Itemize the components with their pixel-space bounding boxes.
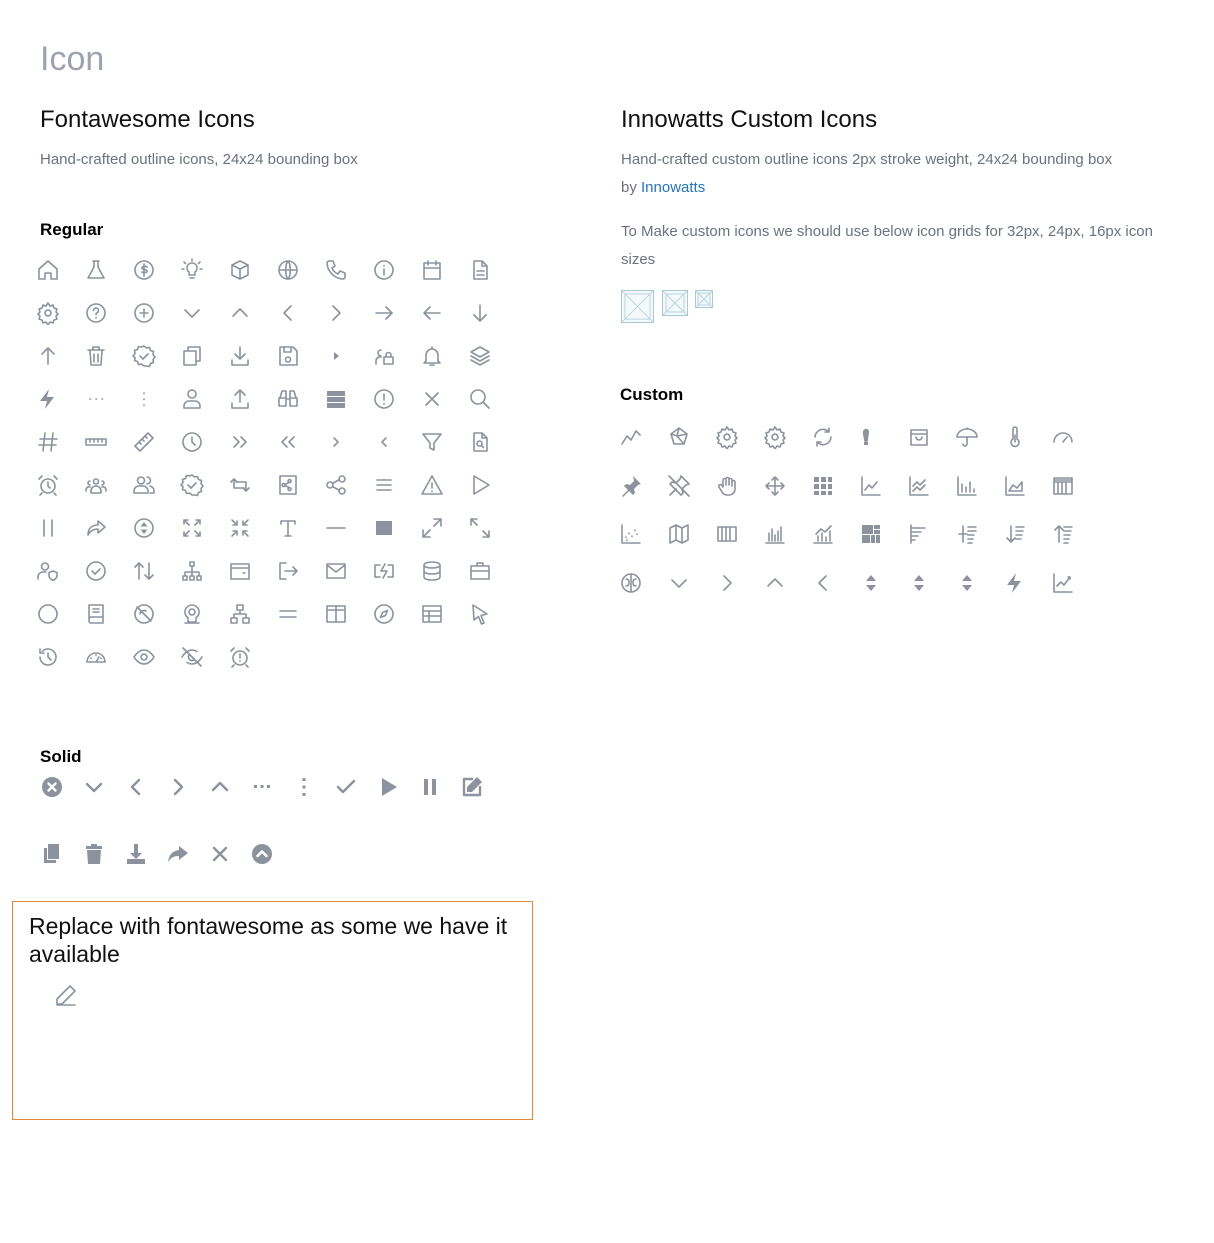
share-icon bbox=[72, 506, 120, 549]
file-icon bbox=[456, 248, 504, 291]
map-icon bbox=[655, 510, 703, 559]
times-circle-icon bbox=[31, 766, 73, 808]
map-marker-alt-icon bbox=[168, 592, 216, 635]
innowatts-description bbox=[621, 146, 1181, 202]
icon-grid-16px bbox=[695, 290, 713, 308]
refresh-icon bbox=[799, 413, 847, 462]
network-shape-icon bbox=[655, 413, 703, 462]
users-icon bbox=[72, 463, 120, 506]
exclamation-triangle-icon bbox=[408, 463, 456, 506]
chevron-right-icon bbox=[312, 291, 360, 334]
solid-label: Solid bbox=[40, 747, 82, 766]
chevron-down-icon bbox=[655, 559, 703, 608]
ellipsis-h-icon bbox=[72, 377, 120, 420]
cog-refresh-icon bbox=[751, 413, 799, 462]
solid-icon-row-1 bbox=[31, 766, 493, 808]
download-icon bbox=[216, 334, 264, 377]
move-icon bbox=[751, 462, 799, 511]
sitemap-icon bbox=[168, 549, 216, 592]
bolt-icon bbox=[991, 559, 1039, 608]
certificate-icon bbox=[168, 463, 216, 506]
charging-icon bbox=[360, 549, 408, 592]
download-icon bbox=[115, 833, 157, 875]
fontawesome-title: Fontawesome Icons bbox=[40, 106, 255, 133]
table-icon bbox=[408, 592, 456, 635]
line-chart-up-icon bbox=[1039, 559, 1087, 608]
chevron-up-icon bbox=[199, 766, 241, 808]
compress-arrows-icon bbox=[216, 506, 264, 549]
eye-slash-icon bbox=[168, 635, 216, 678]
ruler-icon bbox=[120, 420, 168, 463]
info-circle-icon bbox=[360, 248, 408, 291]
cog-icon bbox=[24, 291, 72, 334]
hand-icon bbox=[703, 462, 751, 511]
line-chart-icon bbox=[847, 462, 895, 511]
wallet-icon bbox=[216, 549, 264, 592]
angle-double-left-icon bbox=[264, 420, 312, 463]
arrow-down-icon bbox=[456, 291, 504, 334]
history-icon bbox=[24, 635, 72, 678]
by-prefix: by bbox=[621, 179, 642, 196]
page-title: Icon bbox=[40, 40, 105, 78]
ellipsis-v-icon bbox=[283, 766, 325, 808]
custom-label: Custom bbox=[620, 385, 684, 404]
filter-icon bbox=[408, 420, 456, 463]
edit-icon bbox=[451, 766, 493, 808]
share-alt-icon bbox=[312, 463, 360, 506]
tachometer-icon bbox=[72, 635, 120, 678]
pin-off-icon bbox=[655, 462, 703, 511]
alarm-clock-icon bbox=[24, 463, 72, 506]
angle-left-icon bbox=[360, 420, 408, 463]
sort-down-icon bbox=[991, 510, 1039, 559]
icon-grid-24px bbox=[662, 290, 688, 316]
chevron-left-icon bbox=[115, 766, 157, 808]
column-chart-icon bbox=[751, 510, 799, 559]
save-icon bbox=[264, 334, 312, 377]
cube-icon bbox=[216, 248, 264, 291]
envelope-icon bbox=[312, 549, 360, 592]
fontawesome-description: Hand-crafted outline icons, 24x24 bounding box bbox=[40, 151, 358, 168]
pin-icon bbox=[607, 462, 655, 511]
gauge-icon bbox=[1039, 413, 1087, 462]
pause-icon bbox=[24, 506, 72, 549]
sort-amount-icon bbox=[120, 549, 168, 592]
arrow-right-icon bbox=[360, 291, 408, 334]
columns-grid-icon bbox=[703, 510, 751, 559]
user-shield-icon bbox=[24, 549, 72, 592]
multi-line-chart-icon bbox=[895, 462, 943, 511]
chevron-up-icon bbox=[216, 291, 264, 334]
hashtag-icon bbox=[24, 420, 72, 463]
circle-icon bbox=[24, 592, 72, 635]
caret-right-icon bbox=[312, 334, 360, 377]
solid-icon-row-2 bbox=[31, 833, 283, 875]
chevron-right-icon bbox=[157, 766, 199, 808]
layer-group-icon bbox=[456, 334, 504, 377]
play-icon bbox=[367, 766, 409, 808]
network-icon bbox=[216, 592, 264, 635]
chevron-down-icon bbox=[168, 291, 216, 334]
area-chart-icon bbox=[991, 462, 1039, 511]
minus-icon bbox=[312, 506, 360, 549]
dollar-circle-icon bbox=[120, 248, 168, 291]
exclamation-circle-icon bbox=[360, 377, 408, 420]
share-square-icon bbox=[264, 463, 312, 506]
bar-horizontal-icon bbox=[895, 510, 943, 559]
chevron-right-icon bbox=[703, 559, 751, 608]
custom-icon-grid bbox=[607, 413, 1087, 607]
shopping-bag-icon bbox=[895, 413, 943, 462]
pause-icon bbox=[409, 766, 451, 808]
angle-double-right-icon bbox=[216, 420, 264, 463]
check-icon bbox=[325, 766, 367, 808]
text-icon bbox=[264, 506, 312, 549]
expand-arrows-icon bbox=[168, 506, 216, 549]
expand-alt-icon bbox=[408, 506, 456, 549]
book-icon bbox=[72, 592, 120, 635]
columns-icon bbox=[312, 592, 360, 635]
chevron-left-icon bbox=[799, 559, 847, 608]
sort-up-icon bbox=[1039, 510, 1087, 559]
replace-note-box bbox=[12, 901, 533, 1120]
eye-icon bbox=[120, 635, 168, 678]
sort-circle-icon bbox=[120, 506, 168, 549]
user-lock-icon bbox=[360, 334, 408, 377]
icon-grid-note: To Make custom icons we should use below icon grids for 32px, 24px, 16px icon sizes bbox=[621, 223, 1153, 268]
sort-both-dark-icon bbox=[895, 559, 943, 608]
image-icon bbox=[360, 506, 408, 549]
footprint-co2-icon bbox=[847, 413, 895, 462]
database-icon bbox=[408, 549, 456, 592]
chevron-circle-up-icon bbox=[241, 833, 283, 875]
copy-icon bbox=[168, 334, 216, 377]
search-icon bbox=[456, 377, 504, 420]
times-icon bbox=[408, 377, 456, 420]
globe-icon bbox=[264, 248, 312, 291]
angle-right-icon bbox=[312, 420, 360, 463]
file-search-icon bbox=[456, 420, 504, 463]
compass-icon bbox=[360, 592, 408, 635]
home-icon bbox=[24, 248, 72, 291]
innowatts-title: Innowatts Custom Icons bbox=[621, 106, 878, 133]
bars-icon bbox=[360, 463, 408, 506]
thermometer-icon bbox=[991, 413, 1039, 462]
user-icon bbox=[168, 377, 216, 420]
copy-icon bbox=[31, 833, 73, 875]
trash-icon bbox=[73, 833, 115, 875]
clock-icon bbox=[168, 420, 216, 463]
briefcase-icon bbox=[456, 549, 504, 592]
question-circle-icon bbox=[72, 291, 120, 334]
mouse-pointer-icon bbox=[456, 592, 504, 635]
pencil-icon bbox=[54, 983, 78, 1007]
umbrella-icon bbox=[943, 413, 991, 462]
bar-chart-icon bbox=[943, 462, 991, 511]
bolt-icon bbox=[24, 377, 72, 420]
user-friends-icon bbox=[120, 463, 168, 506]
expand-icon bbox=[456, 506, 504, 549]
icon-grid-32px bbox=[621, 290, 654, 323]
server-icon bbox=[312, 377, 360, 420]
binoculars-icon bbox=[264, 377, 312, 420]
trend-line-icon bbox=[607, 413, 655, 462]
plus-circle-icon bbox=[120, 291, 168, 334]
play-icon bbox=[456, 463, 504, 506]
innowatts-link[interactable]: Innowatts bbox=[641, 179, 706, 196]
ruler-horizontal-icon bbox=[72, 420, 120, 463]
table-grid-icon bbox=[1039, 462, 1087, 511]
treemap-icon bbox=[847, 510, 895, 559]
sign-out-icon bbox=[264, 549, 312, 592]
scatter-chart-icon bbox=[607, 510, 655, 559]
regular-label: Regular bbox=[40, 220, 104, 239]
chevron-up-icon bbox=[751, 559, 799, 608]
alarm-exclamation-icon bbox=[216, 635, 264, 678]
sort-mid-icon bbox=[943, 510, 991, 559]
ellipsis-v-icon bbox=[120, 377, 168, 420]
check-circle-icon bbox=[72, 549, 120, 592]
times-icon bbox=[199, 833, 241, 875]
eye-slash-alt-icon bbox=[120, 592, 168, 635]
equals-icon bbox=[264, 592, 312, 635]
flask-icon bbox=[72, 248, 120, 291]
sort-both-alt-icon bbox=[943, 559, 991, 608]
share-icon bbox=[157, 833, 199, 875]
retweet-icon bbox=[216, 463, 264, 506]
chevron-left-icon bbox=[264, 291, 312, 334]
arrow-up-icon bbox=[24, 334, 72, 377]
combo-chart-icon bbox=[799, 510, 847, 559]
phone-icon bbox=[312, 248, 360, 291]
ellipsis-h-icon bbox=[241, 766, 283, 808]
bell-icon bbox=[408, 334, 456, 377]
sort-both-icon bbox=[847, 559, 895, 608]
trash-icon bbox=[72, 334, 120, 377]
grid-9-icon bbox=[799, 462, 847, 511]
cog-outline-icon bbox=[703, 413, 751, 462]
calendar-icon bbox=[408, 248, 456, 291]
innowatts-description-text: Hand-crafted custom outline icons 2px stroke weight, 24x24 bounding box bbox=[621, 151, 1113, 168]
arrow-left-icon bbox=[408, 291, 456, 334]
upload-icon bbox=[216, 377, 264, 420]
lightbulb-icon bbox=[168, 248, 216, 291]
brain-icon bbox=[607, 559, 655, 608]
regular-icon-grid bbox=[24, 248, 504, 678]
chevron-down-icon bbox=[73, 766, 115, 808]
badge-check-icon bbox=[120, 334, 168, 377]
replace-note-text: Replace with fontawesome as some we have it available bbox=[29, 913, 508, 967]
